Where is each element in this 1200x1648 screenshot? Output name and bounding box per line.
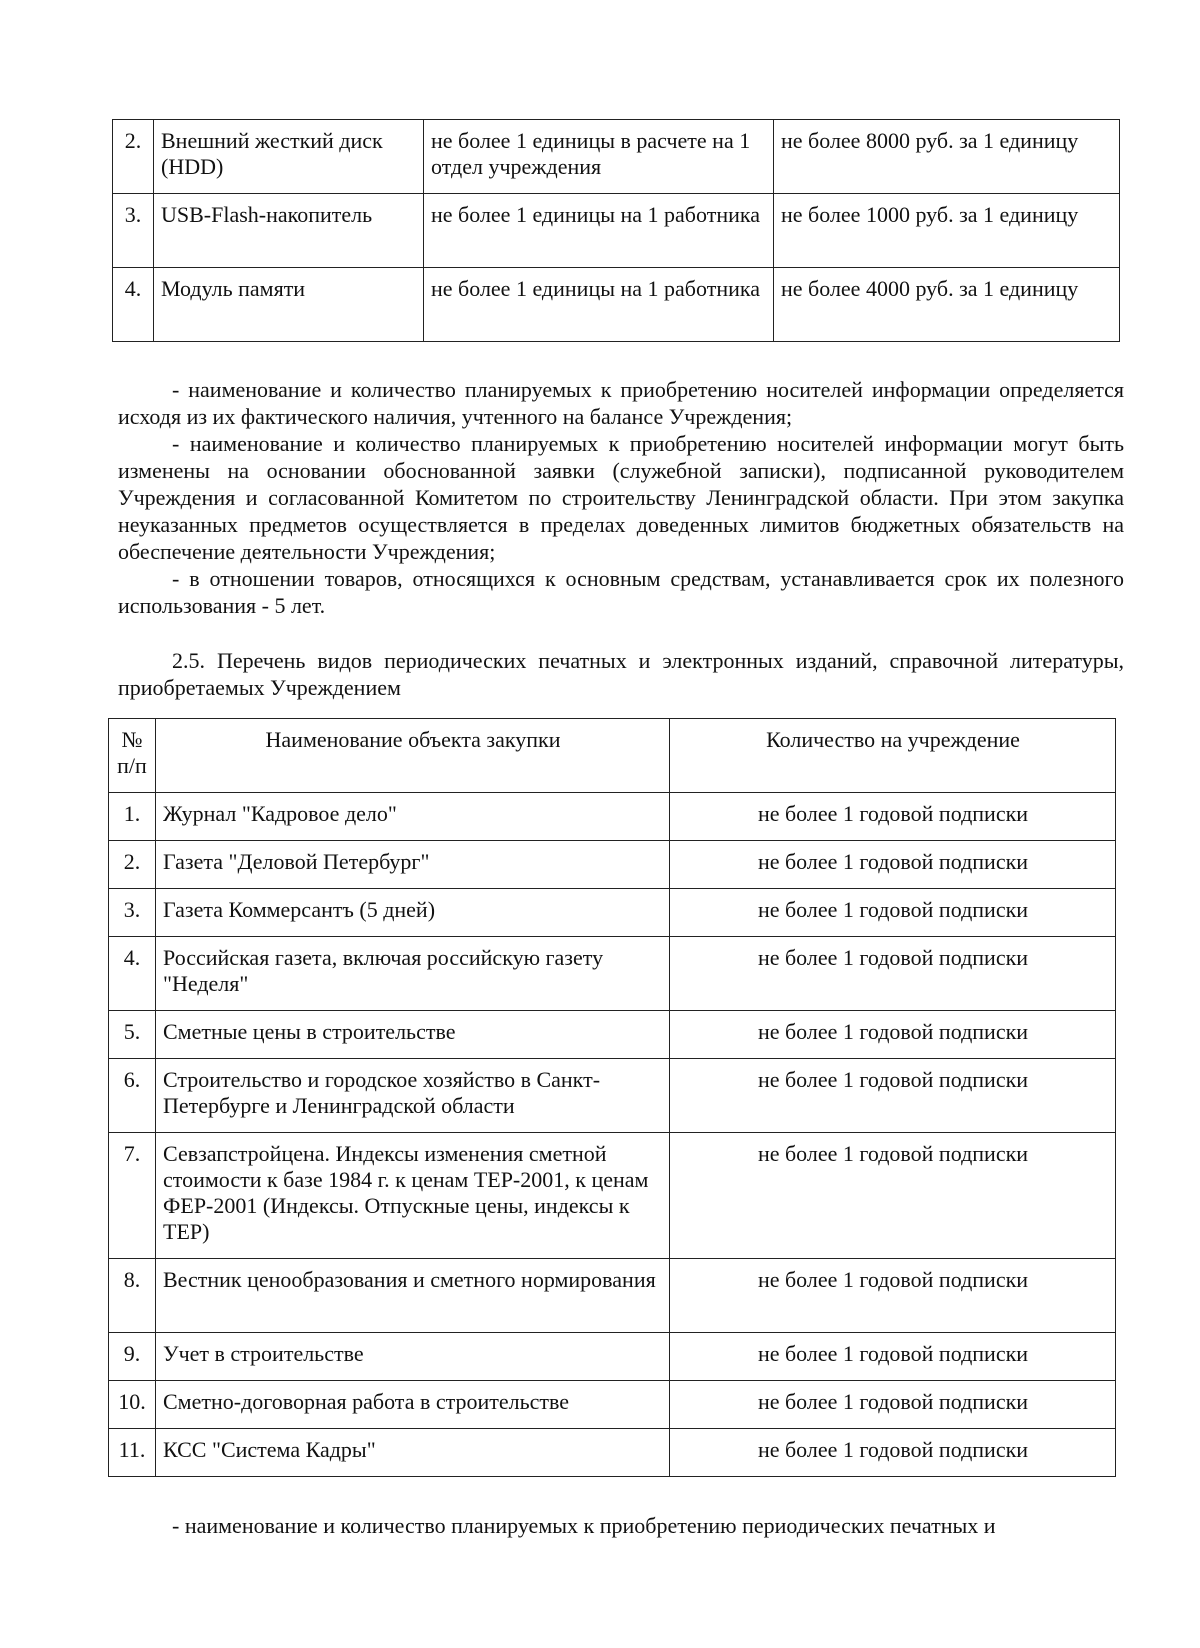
publication-quantity: не более 1 годовой подписки [670,889,1116,937]
row-number: 1. [109,793,156,841]
table-row [109,1259,1116,1333]
storage-media-table [112,119,1120,342]
table-row [109,937,1116,1011]
publication-name: Сметные цены в строительстве [156,1011,670,1059]
table-row [109,1133,1116,1259]
row-number: 2. [113,120,154,194]
publication-name: Вестник ценообразования и сметного нормирования [156,1259,670,1333]
row-number: 11. [109,1429,156,1477]
header-number: № п/п [109,719,156,793]
item-price: не более 1000 руб. за 1 единицу [774,194,1120,268]
row-number: 4. [109,937,156,1011]
table-row [113,268,1120,342]
publication-quantity: не более 1 годовой подписки [670,793,1116,841]
table-row [109,1429,1116,1477]
publication-name: Журнал "Кадровое дело" [156,793,670,841]
paragraph-useful-life: - в отношении товаров, относящихся к основным средствам, устанавливается срок их полезного использования - 5 лет. [118,566,1124,618]
row-number: 4. [113,268,154,342]
publication-quantity: не более 1 годовой подписки [670,1133,1116,1259]
section-heading-2-5: 2.5. Перечень видов периодических печатных и электронных изданий, справочной литературы, приобретаемых Учреждением [118,648,1124,700]
item-name: Модуль памяти [154,268,424,342]
publication-name: КСС "Система Кадры" [156,1429,670,1477]
publication-quantity: не более 1 годовой подписки [670,1333,1116,1381]
publication-quantity: не более 1 годовой подписки [670,1259,1116,1333]
row-number: 6. [109,1059,156,1133]
publication-quantity: не более 1 годовой подписки [670,1011,1116,1059]
table-row [109,793,1116,841]
paragraph-media-quantity: - наименование и количество планируемых к приобретению носителей информации определяется исходя из их фактического наличия, учтенного на балансе Учреждения; [118,377,1124,429]
table-row [113,194,1120,268]
item-name: USB-Flash-накопитель [154,194,424,268]
paragraph-media-changes: - наименование и количество планируемых к приобретению носителей информации могут быть изменены на основании обоснованной заявки (служебной записки), подписанной руководителем Учреждения и согласованной Комитетом по строительству Ленинградской области. При этом закупка неуказанных предметов осуществляется в пределах доведенных лимитов бюджетных обязательств на обеспечение деятельности Учреждения; [118,431,1124,564]
publication-name: Строительство и городское хозяйство в Санкт-Петербурге и Ленинградской области [156,1059,670,1133]
publication-name: Севзапстройцена. Индексы изменения сметной стоимости к базе 1984 г. к ценам ТЕР-2001, к ценам ФЕР-2001 (Индексы. Отпускные цены, индексы к ТЕР) [156,1133,670,1259]
row-number: 3. [109,889,156,937]
table-row [109,1333,1116,1381]
header-quantity: Количество на учреждение [670,719,1116,793]
publication-name: Учет в строительстве [156,1333,670,1381]
table-row [109,841,1116,889]
publication-name: Газета "Деловой Петербург" [156,841,670,889]
publication-quantity: не более 1 годовой подписки [670,1059,1116,1133]
table-row [109,1381,1116,1429]
item-name: Внешний жесткий диск (HDD) [154,120,424,194]
item-quantity: не более 1 единицы на 1 работника [424,194,774,268]
publication-name: Российская газета, включая российскую газету "Неделя" [156,937,670,1011]
publication-quantity: не более 1 годовой подписки [670,841,1116,889]
item-price: не более 8000 руб. за 1 единицу [774,120,1120,194]
table-row [113,120,1120,194]
publication-name: Сметно-договорная работа в строительстве [156,1381,670,1429]
table-row [109,1059,1116,1133]
row-number: 8. [109,1259,156,1333]
publication-name: Газета Коммерсантъ (5 дней) [156,889,670,937]
publication-quantity: не более 1 годовой подписки [670,937,1116,1011]
row-number: 5. [109,1011,156,1059]
item-quantity: не более 1 единицы на 1 работника [424,268,774,342]
row-number: 9. [109,1333,156,1381]
header-name: Наименование объекта закупки [156,719,670,793]
paragraph-publications-quantity: - наименование и количество планируемых к приобретению периодических печатных и [172,1513,996,1538]
row-number: 7. [109,1133,156,1259]
publication-quantity: не более 1 годовой подписки [670,1381,1116,1429]
table-row [109,889,1116,937]
item-quantity: не более 1 единицы в расчете на 1 отдел учреждения [424,120,774,194]
publication-quantity: не более 1 годовой подписки [670,1429,1116,1477]
publications-table [108,718,1116,1477]
item-price: не более 4000 руб. за 1 единицу [774,268,1120,342]
row-number: 3. [113,194,154,268]
row-number: 10. [109,1381,156,1429]
table-header-row [109,719,1116,793]
row-number: 2. [109,841,156,889]
table-row [109,1011,1116,1059]
